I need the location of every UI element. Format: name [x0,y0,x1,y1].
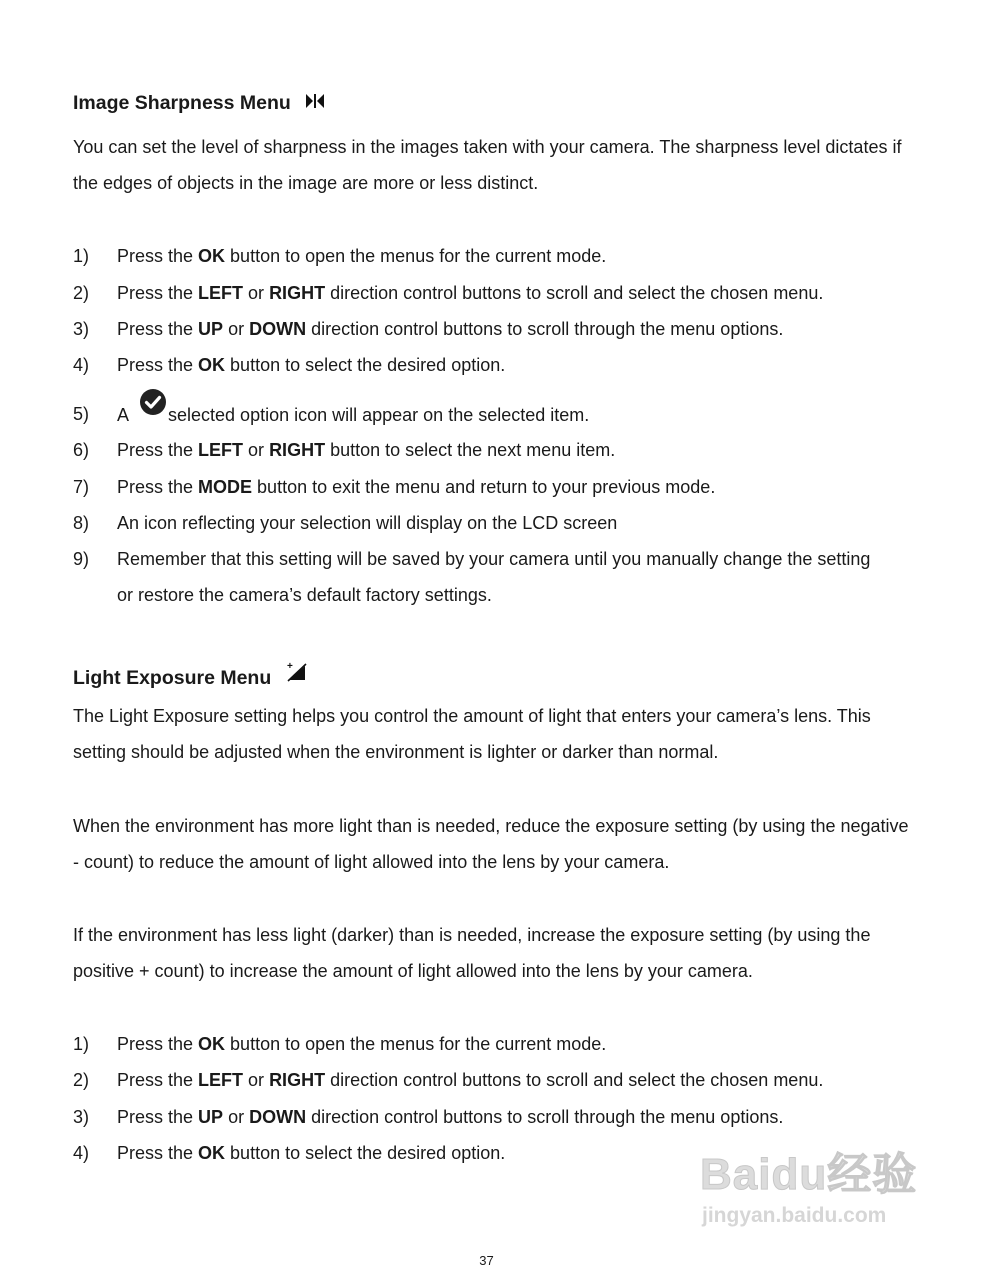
baidu-watermark [700,1132,940,1242]
check-circle-icon [139,388,167,416]
svg-text:+: + [287,661,294,672]
section-title: Image Sharpness Menu [73,92,291,114]
section-title: Light Exposure Menu [73,666,272,689]
watermark-url: jingyan.baidu.com [702,1204,887,1227]
paragraph: When the environment has more light than is needed, reduce the exposure setting (by using the negative - count) to reduce the amount of light allowed into the lens by your camera. [73,816,909,872]
paragraph: If the environment has less light (darker) than is needed, increase the exposure setting (by using the positive + count) to increase the amount of light allowed into the lens by your camera. [73,925,871,981]
watermark-logo: Baidu经验 [700,1150,918,1199]
section-heading-image-sharpness [73,92,325,115]
paragraph: The Light Exposure setting helps you control the amount of light that enters your camera’s lens. This setting should be adjusted when the environment is lighter or darker than normal. [73,706,871,762]
section-heading-light-exposure [73,661,307,692]
exposure-icon [285,660,307,688]
sharpness-icon [305,92,325,115]
intro-paragraph: You can set the level of sharpness in the images taken with your camera. The sharpness level dictates if the edges of objects in the image are more or less distinct. [73,137,902,193]
page-number: 37 [479,1253,494,1268]
